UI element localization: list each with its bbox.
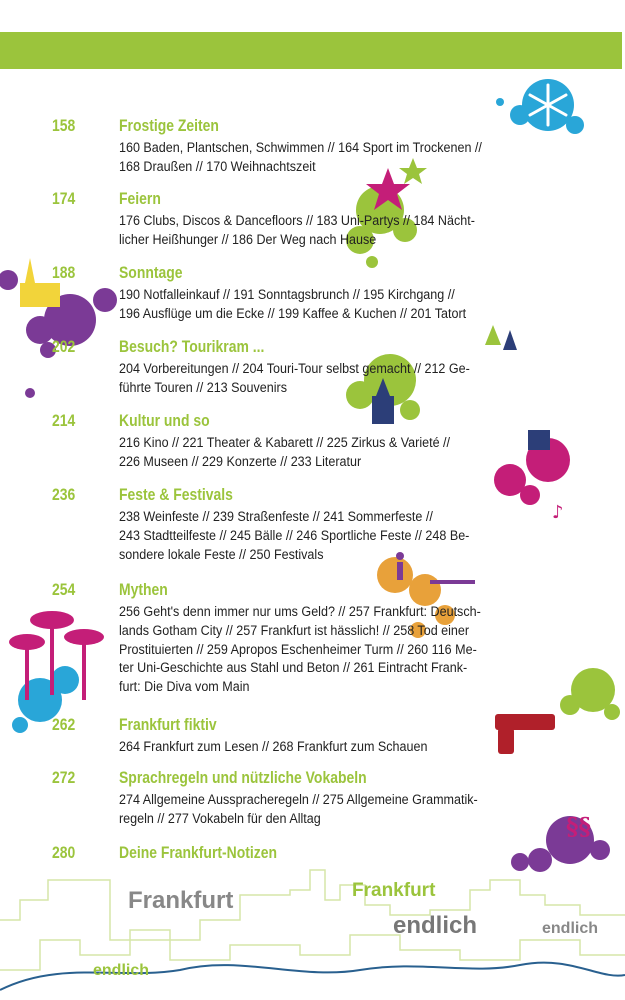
toc-chapter-title: Deine Frankfurt-Notizen bbox=[119, 843, 278, 862]
toc-subentries-line: 190 Notfalleinkauf // 191 Sonntagsbrunch // 195 Kirchgang // bbox=[119, 287, 455, 302]
toc-page-number: 158 bbox=[52, 116, 76, 135]
toc-page-number: 280 bbox=[52, 843, 76, 862]
snowflake-icon bbox=[496, 79, 584, 134]
toc-subentries-line: 168 Draußen // 170 Weihnachtszeit bbox=[119, 158, 316, 174]
toc-chapter-title: Sonntage bbox=[119, 263, 183, 282]
toc-subentries-line: ter Uni-Geschichte aus Stahl und Beton // 261 Eintracht Frank- bbox=[119, 660, 468, 676]
toc-chapter-title: Kultur und so bbox=[119, 411, 210, 430]
culture-icon bbox=[494, 430, 570, 523]
toc-page-number: 262 bbox=[52, 715, 76, 734]
toc-subentries-line: regeln // 277 Vokabeln für den Alltag bbox=[119, 810, 321, 826]
toc-subentries-line: 204 Vorbereitungen // 204 Touri-Tour selbst gemacht // 212 Ge- bbox=[119, 361, 470, 376]
toc-subentries-line: 176 Clubs, Discos & Dancefloors // 183 Uni-Partys // 184 Nächt- bbox=[119, 213, 475, 228]
toc-subentries-line: Prostituierten // 259 Apropos Eschenheimer Turm // 260 116 Me- bbox=[119, 641, 477, 657]
toc-subentries-line: 238 Weinfeste // 239 Straßenfeste // 241 Sommerfeste // bbox=[119, 509, 433, 524]
toc-subentries-line: 256 Geht's denn immer nur ums Geld? // 257 Frankfurt: Deutsch- bbox=[119, 604, 481, 619]
toc-page-number: 202 bbox=[52, 337, 76, 356]
toc-subentries-line: lands Gotham City // 257 Frankfurt ist hässlich! // 258 Tod einer bbox=[119, 622, 470, 638]
toc-subentries-line: 160 Baden, Plantschen, Schwimmen // 164 Sport im Trockenen // bbox=[119, 140, 482, 155]
toc-subentries-line: 196 Ausflüge um die Ecke // 199 Kaffee & Kuchen // 201 Tatort bbox=[119, 305, 467, 321]
toc-chapter-title: Sprachregeln und nützliche Vokabeln bbox=[119, 768, 367, 787]
toc-subentries-line: 243 Stadtteilfeste // 245 Bälle // 246 Sportliche Feste // 248 Be- bbox=[119, 527, 470, 543]
toc-page-number: 174 bbox=[52, 189, 76, 208]
toc-subentries-line: licher Heißhunger // 186 Der Weg nach Hause bbox=[119, 231, 377, 247]
toc-chapter-title: Frankfurt fiktiv bbox=[119, 715, 217, 734]
toc-subentries-line: führte Touren // 213 Souvenirs bbox=[119, 379, 287, 395]
toc-subentries-line: 274 Allgemeine Ausspracheregeln // 275 Allgemeine Grammatik- bbox=[119, 792, 478, 807]
toc-chapter-title: Mythen bbox=[119, 580, 168, 599]
tagline-endlich-gray-small: endlich bbox=[542, 920, 599, 937]
toc-page-number: 188 bbox=[52, 263, 76, 282]
toc-subentries-line: 216 Kino // 221 Theater & Kabarett // 225 Zirkus & Varieté // bbox=[119, 435, 451, 450]
tagline-endlich-green: endlich bbox=[93, 962, 150, 979]
green-splash-icon bbox=[560, 668, 620, 720]
gun-icon bbox=[495, 714, 555, 754]
toc-page-number: 254 bbox=[52, 580, 76, 599]
toc-page-number: 236 bbox=[52, 485, 76, 504]
brand-frankfurt-gray: Frankfurt bbox=[128, 887, 234, 914]
svg-text:♪: ♪ bbox=[552, 502, 564, 523]
toc-chapter-title: Besuch? Tourikram ... bbox=[119, 337, 265, 356]
svg-text:§§: §§ bbox=[566, 812, 592, 841]
toc-page-number: 272 bbox=[52, 768, 76, 787]
toc-subentries-line: furt: Die Diva vom Main bbox=[119, 679, 250, 695]
toc-page-number: 214 bbox=[52, 411, 76, 430]
tagline-endlich-gray: endlich bbox=[393, 912, 478, 939]
toc-subentries-line: 226 Museen // 229 Konzerte // 233 Literatur bbox=[119, 453, 362, 469]
toc-chapter-title: Feste & Festivals bbox=[119, 485, 233, 504]
toc-chapter-title: Frostige Zeiten bbox=[119, 116, 219, 135]
toc-subentries-line: sondere lokale Feste // 250 Festivals bbox=[119, 546, 324, 562]
brand-frankfurt-green: Frankfurt bbox=[352, 880, 436, 901]
toc-chapter-title: Feiern bbox=[119, 189, 161, 208]
toc-subentries-line: 264 Frankfurt zum Lesen // 268 Frankfurt zum Schauen bbox=[119, 739, 428, 754]
